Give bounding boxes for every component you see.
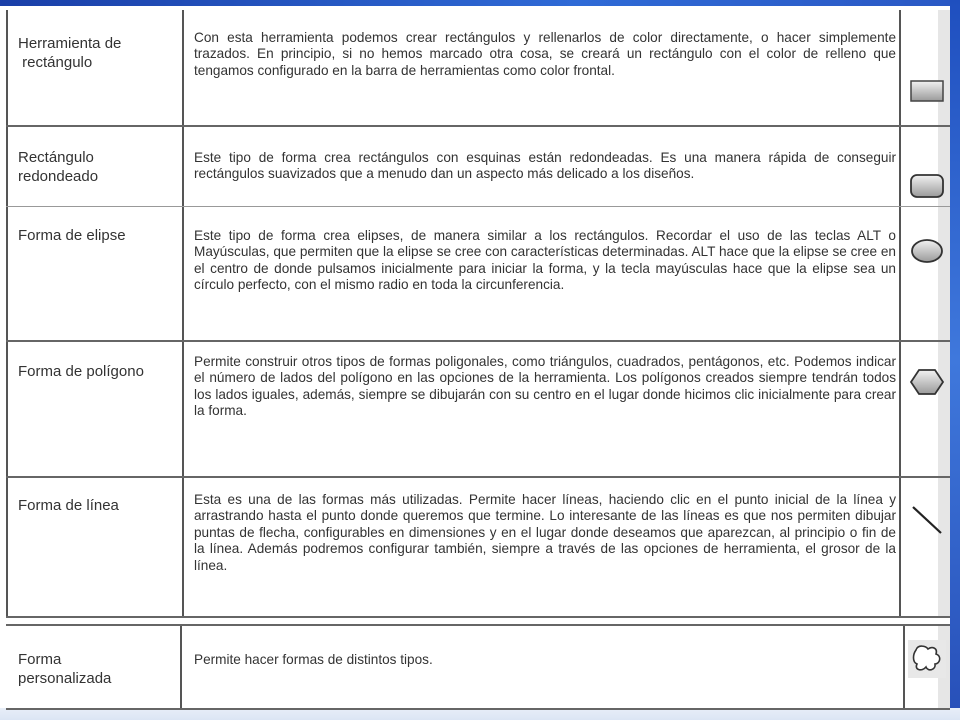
polygon-icon (908, 366, 946, 398)
term-rounded-rectangle: Rectángulo redondeado (18, 149, 99, 185)
row-divider (6, 476, 950, 478)
column-divider-term-last (180, 624, 182, 708)
term-ellipse: Forma de elipse (18, 227, 126, 244)
description-line: Esta es una de las formas más utilizadas. Permite hacer líneas, haciendo clic en el punto inicial de la línea y arrastrando hasta el punto donde queremos que termine. Lo interesante de las líneas es que nos permiten dibujar puntas de flecha, configurables en dimensiones y en el lugar donde deseamos que aparezcan, al principio o fin de la línea. Además podremos configurar también, siempre a través de las opciones de herramienta, el grosor de la línea. (194, 492, 896, 573)
column-divider-icon-last (903, 624, 905, 708)
description-rounded-rectangle: Este tipo de forma crea rectángulos con esquinas están redondeadas. Es una manera rápida de conseguir rectángulos suavizados que a menudo dan un aspecto más delicado a los diseños. (194, 150, 896, 182)
row-divider (6, 340, 950, 342)
term-line: Forma de línea (18, 497, 119, 514)
term-rectangle-tool: Herramienta de rectángulo (18, 35, 122, 71)
row-divider (6, 125, 950, 127)
description-polygon: Permite construir otros tipos de formas poligonales, como triángulos, cuadrados, pentágonos, etc. Podemos indicar el número de lados del polígono en las opciones de la herramienta. Los polígonos creados siempre tendrán todos los lados iguales, además, siempre se dibujarán con su centro en el lugar donde hicimos clic inicialmente para crear la forma. (194, 354, 896, 419)
column-divider-icon (899, 10, 901, 616)
rectangle-tool-icon (908, 78, 946, 104)
description-rectangle-tool: Con esta herramienta podemos crear rectángulos y rellenarlos de color directamente, o hacer simplemente trazados. En principio, si no hemos marcado otra cosa, se creará un rectángulo con el color de relleno que tengamos configurado en la barra de herramientas como color frontal. (194, 30, 896, 78)
slide-frame-right (950, 0, 960, 720)
ellipse-icon (908, 236, 946, 266)
column-divider-term (182, 10, 184, 616)
table-border-left (6, 10, 8, 616)
description-custom-shape: Permite hacer formas de distintos tipos. (194, 652, 433, 667)
line-icon (908, 504, 946, 536)
table-border-bottom (6, 708, 950, 710)
term-polygon: Forma de polígono (18, 363, 144, 380)
term-custom-shape: Forma personalizada (18, 651, 112, 687)
slide-frame-top (0, 0, 960, 6)
description-ellipse: Este tipo de forma crea elipses, de manera similar a los rectángulos. Recordar el uso de las teclas ALT o Mayúsculas, que permiten que la elipse se cree con características determinadas. ALT hace que la elipse se cree en el centro de donde pulsamos inicialmente para iniciar la forma, y la tecla mayúsculas hace que la elipse sea un círculo perfecto, con el mismo radio en toda la circunferencia. (194, 228, 896, 293)
shapes-table (6, 10, 950, 710)
row-divider (6, 616, 950, 618)
custom-shape-icon (908, 640, 946, 678)
row-divider (6, 624, 950, 626)
row-divider (6, 206, 950, 207)
rounded-rectangle-icon (908, 172, 946, 200)
